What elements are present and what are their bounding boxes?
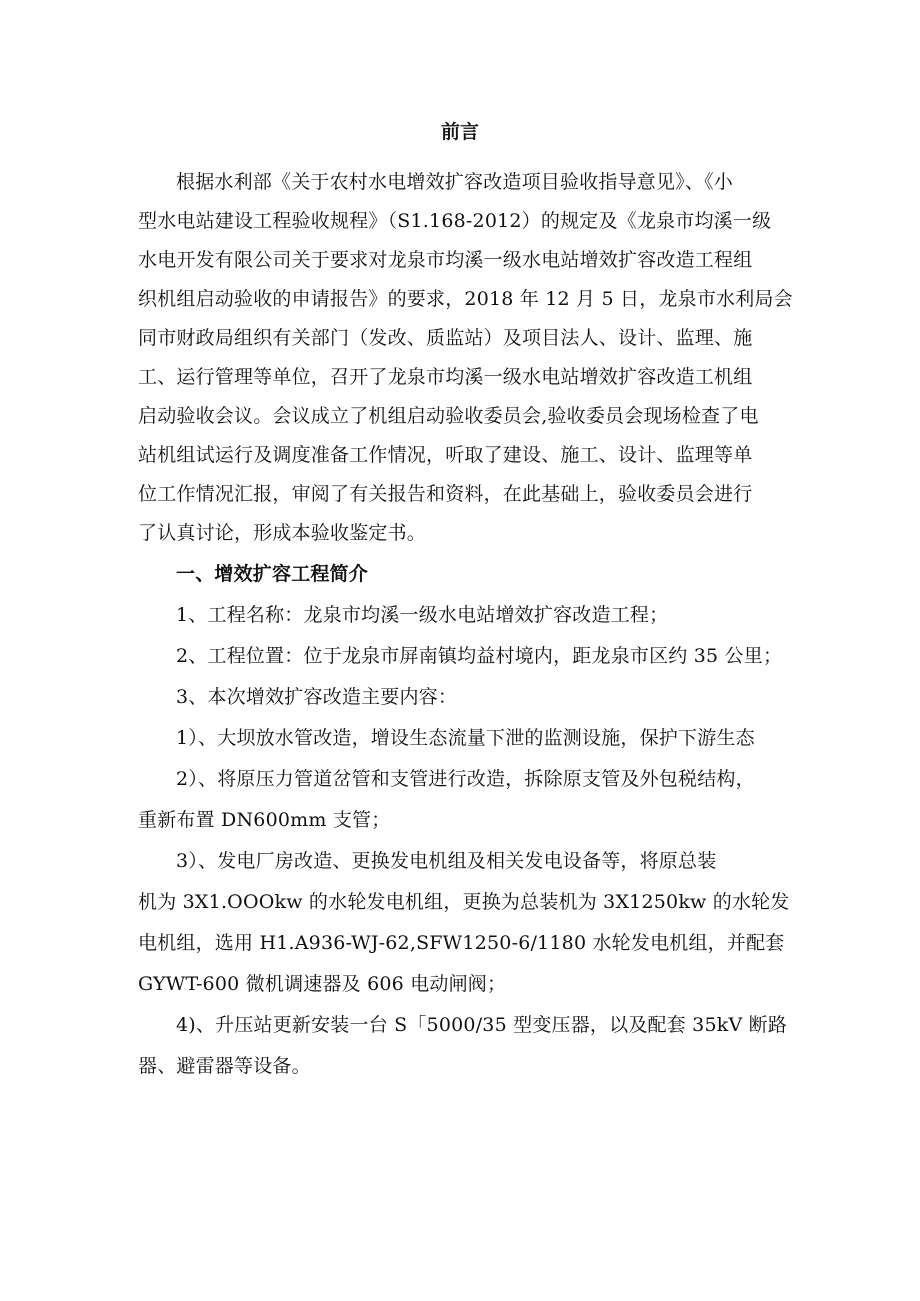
subitem-powerhouse-line-1: 3）、发电厂房改造、更换发电机组及相关发电设备等，将原总装 <box>176 850 717 872</box>
intro-line-7: 启动验收会议。会议成立了机组启动验收委员会,验收委员会现场检查了电 <box>138 405 759 427</box>
intro-line-4: 织机组启动验收的申请报告》的要求，2018 年 12 月 5 日，龙泉市水利局会 <box>138 288 793 310</box>
document-title: 前言 <box>440 121 479 143</box>
intro-line-10: 了认真讨论，形成本验收鉴定书。 <box>138 522 427 544</box>
intro-line-5: 同市财政局组织有关部门（发改、质监站）及项目法人、设计、监理、施 <box>138 327 753 349</box>
intro-line-1: 根据水利部《关于农村水电增效扩容改造项目验收指导意见》、《小 <box>176 171 734 193</box>
intro-line-3: 水电开发有限公司关于要求对龙泉市均溪一级水电站增效扩容改造工程组 <box>138 249 753 271</box>
subitem-powerhouse-line-2: 机为 3X1.OOOkw 的水轮发电机组，更换为总装机为 3X1250kw 的水轮发 <box>138 891 790 913</box>
intro-line-6: 工、运行管理等单位，召开了龙泉市均溪一级水电站增效扩容改造工机组 <box>138 366 753 388</box>
item-project-name: 1、工程名称：龙泉市均溪一级水电站增效扩容改造工程； <box>176 604 669 626</box>
subitem-powerhouse-line-4: GYWT-600 微机调速器及 606 电动闸阀； <box>138 973 507 995</box>
section-heading: 一、增效扩容工程简介 <box>176 563 369 585</box>
subitem-penstock-line-2: 重新布置 DN600mm 支管； <box>138 809 391 831</box>
item-project-location: 2、工程位置：位于龙泉市屏南镇均益村境内，距龙泉市区约 35 公里； <box>176 645 783 667</box>
subitem-substation-line-1: 4)、升压站更新安装一台 S「5000/35 型变压器，以及配套 35kV 断路 <box>176 1014 788 1036</box>
intro-line-2: 型水电站建设工程验收规程》（S1.168-2012）的规定及《龙泉市均溪一级 <box>138 210 772 232</box>
subitem-dam-outlet: 1）、大坝放水管改造，增设生态流量下泄的监测设施，保护下游生态 <box>176 727 755 749</box>
item-main-content: 3、本次增效扩容改造主要内容： <box>176 686 458 708</box>
intro-line-8: 站机组试运行及调度准备工作情况，听取了建设、施工、设计、监理等单 <box>138 444 753 466</box>
intro-line-9: 位工作情况汇报，审阅了有关报告和资料，在此基础上，验收委员会进行 <box>138 483 753 505</box>
subitem-penstock-line-1: 2）、将原压力管道岔管和支管进行改造，拆除原支管及外包税结构， <box>176 768 755 790</box>
subitem-substation-line-2: 器、避雷器等设备。 <box>138 1055 311 1077</box>
subitem-powerhouse-line-3: 电机组，选用 H1.A936-WJ-62,SFW1250-6/1180 水轮发电机组，并配套 <box>138 932 785 954</box>
